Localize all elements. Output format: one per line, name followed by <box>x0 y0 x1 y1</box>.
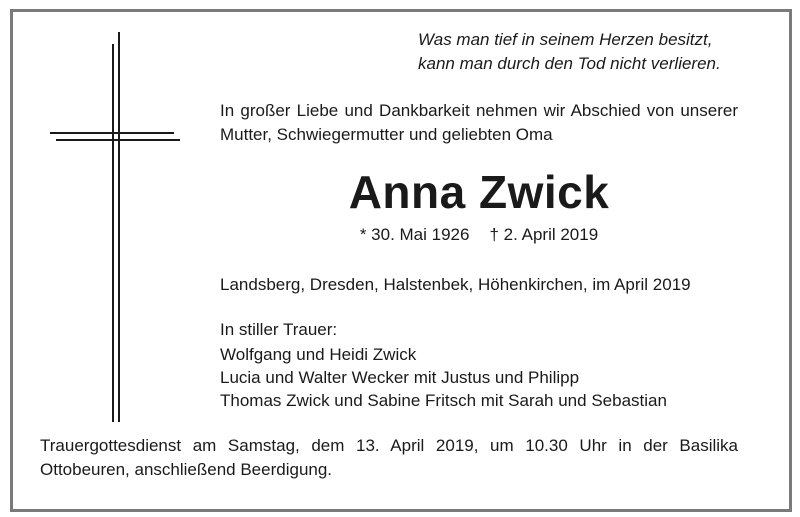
mourner-entry: Lucia und Walter Wecker mit Justus und Philipp <box>220 368 580 387</box>
quote-line-1: Was man tief in seinem Herzen besitzt, <box>418 30 713 49</box>
place-and-date: Landsberg, Dresden, Halstenbek, Höhenkirchen, im April 2019 <box>220 275 691 294</box>
mourner-entry: Wolfgang und Heidi Zwick <box>220 345 417 364</box>
mourning-label: In stiller Trauer: <box>220 320 338 339</box>
quote-line-2: kann man durch den Tod nicht verlieren. <box>418 54 721 73</box>
deceased-name: Anna Zwick <box>348 166 610 218</box>
life-dates <box>220 223 738 247</box>
funeral-service-text: Trauergottesdienst am Samstag, dem 13. April 2019, um 10.30 Uhr in der Basilika Ottobeuren, anschließend Beerdigung. <box>40 436 738 479</box>
birth-date: * 30. Mai 1926 <box>359 225 470 244</box>
memorial-quote <box>418 28 758 76</box>
mourners-list <box>220 343 667 412</box>
intro-text: In großer Liebe und Dankbarkeit nehmen wir Abschied von unserer Mutter, Schwiegermutter und geliebten Oma <box>220 101 738 144</box>
death-date: † 2. April 2019 <box>489 225 599 244</box>
cross-icon <box>40 32 172 397</box>
mourner-entry: Thomas Zwick und Sabine Fritsch mit Sarah und Sebastian <box>220 391 667 410</box>
